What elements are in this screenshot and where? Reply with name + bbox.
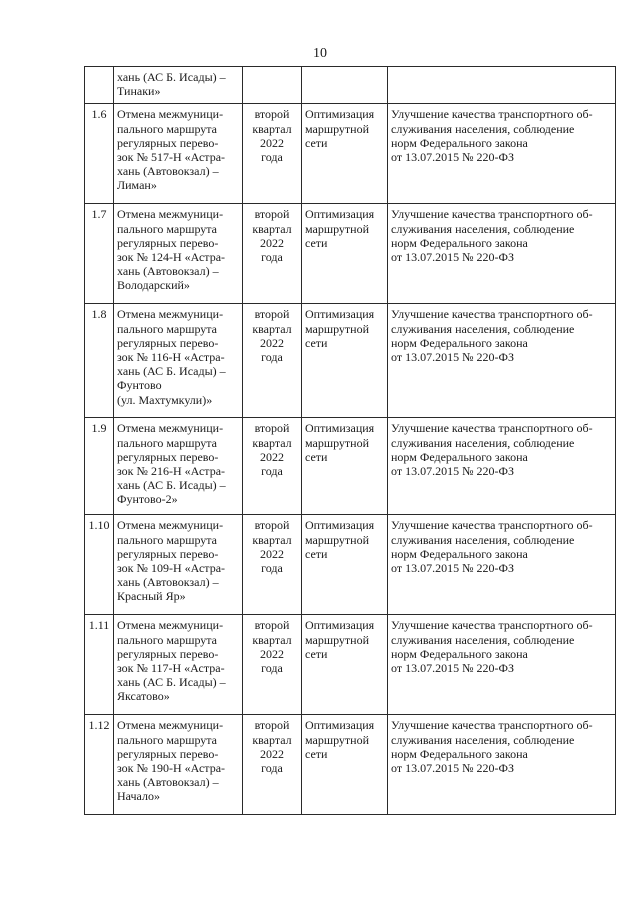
row-number-cell: 1.8: [85, 304, 114, 418]
expected-result-cell: Улучшение качества транспортного об- служивания населения, соблюдение норм Федерального закона от 13.07.2015 № 220-ФЗ: [388, 715, 616, 815]
row-number-cell: 1.10: [85, 515, 114, 615]
table-row: [85, 204, 616, 304]
term-cell: второй квартал 2022 года: [243, 515, 302, 615]
expected-result-cell: Улучшение качества транспортного об- служивания населения, соблюдение норм Федерального закона от 13.07.2015 № 220-ФЗ: [388, 204, 616, 304]
page-number: 10: [313, 46, 327, 61]
row-number-cell: 1.7: [85, 204, 114, 304]
table-row: [85, 515, 616, 615]
expected-result-cell: Улучшение качества транспортного об- служивания населения, соблюдение норм Федерального закона от 13.07.2015 № 220-ФЗ: [388, 515, 616, 615]
row-number-cell: 1.6: [85, 104, 114, 204]
measures-table: [84, 66, 616, 815]
measure-type-cell: Оптимизация маршрутной сети: [302, 715, 388, 815]
measure-type-cell: Оптимизация маршрутной сети: [302, 515, 388, 615]
measure-name-cell: Отмена межмуници- пального маршрута регулярных перево- зок № 190-Н «Астра- хань (Автовокзал) – Начало»: [114, 715, 243, 815]
measure-type-cell: Оптимизация маршрутной сети: [302, 204, 388, 304]
measure-name-cell: Отмена межмуници- пального маршрута регулярных перево- зок № 109-Н «Астра- хань (Автовокзал) – Красный Яр»: [114, 515, 243, 615]
expected-result-cell: [388, 67, 616, 104]
table-row: [85, 104, 616, 204]
table-row: [85, 418, 616, 515]
expected-result-cell: Улучшение качества транспортного об- служивания населения, соблюдение норм Федерального закона от 13.07.2015 № 220-ФЗ: [388, 615, 616, 715]
term-cell: второй квартал 2022 года: [243, 615, 302, 715]
row-number-cell: 1.9: [85, 418, 114, 515]
table-row-continuation: [85, 67, 616, 104]
measure-type-cell: Оптимизация маршрутной сети: [302, 104, 388, 204]
row-number-cell: 1.11: [85, 615, 114, 715]
term-cell: второй квартал 2022 года: [243, 104, 302, 204]
table-row: [85, 615, 616, 715]
measure-type-cell: Оптимизация маршрутной сети: [302, 615, 388, 715]
measure-name-cell: Отмена межмуници- пального маршрута регулярных перево- зок № 124-Н «Астра- хань (Автовокзал) – Володарский»: [114, 204, 243, 304]
measure-name-cell: хань (АС Б. Исады) – Тинаки»: [114, 67, 243, 104]
term-cell: второй квартал 2022 года: [243, 418, 302, 515]
measure-type-cell: Оптимизация маршрутной сети: [302, 418, 388, 515]
term-cell: второй квартал 2022 года: [243, 304, 302, 418]
table-row: [85, 715, 616, 815]
expected-result-cell: Улучшение качества транспортного об- служивания населения, соблюдение норм Федерального закона от 13.07.2015 № 220-ФЗ: [388, 304, 616, 418]
measure-name-cell: Отмена межмуници- пального маршрута регулярных перево- зок № 517-Н «Астра- хань (Автовокзал) – Лиман»: [114, 104, 243, 204]
measure-name-cell: Отмена межмуници- пального маршрута регулярных перево- зок № 116-Н «Астра- хань (АС Б. Исады) – Фунтово (ул. Махтумкули)»: [114, 304, 243, 418]
term-cell: второй квартал 2022 года: [243, 204, 302, 304]
table-row: [85, 304, 616, 418]
term-cell: второй квартал 2022 года: [243, 715, 302, 815]
expected-result-cell: Улучшение качества транспортного об- служивания населения, соблюдение норм Федерального закона от 13.07.2015 № 220-ФЗ: [388, 104, 616, 204]
row-number-cell: 1.12: [85, 715, 114, 815]
term-cell: [243, 67, 302, 104]
measure-name-cell: Отмена межмуници- пального маршрута регулярных перево- зок № 216-Н «Астра- хань (АС Б. Исады) – Фунтово-2»: [114, 418, 243, 515]
measure-type-cell: [302, 67, 388, 104]
measure-name-cell: Отмена межмуници- пального маршрута регулярных перево- зок № 117-Н «Астра- хань (АС Б. Исады) – Яксатово»: [114, 615, 243, 715]
measure-type-cell: Оптимизация маршрутной сети: [302, 304, 388, 418]
expected-result-cell: Улучшение качества транспортного об- служивания населения, соблюдение норм Федерального закона от 13.07.2015 № 220-ФЗ: [388, 418, 616, 515]
row-number-cell: [85, 67, 114, 104]
